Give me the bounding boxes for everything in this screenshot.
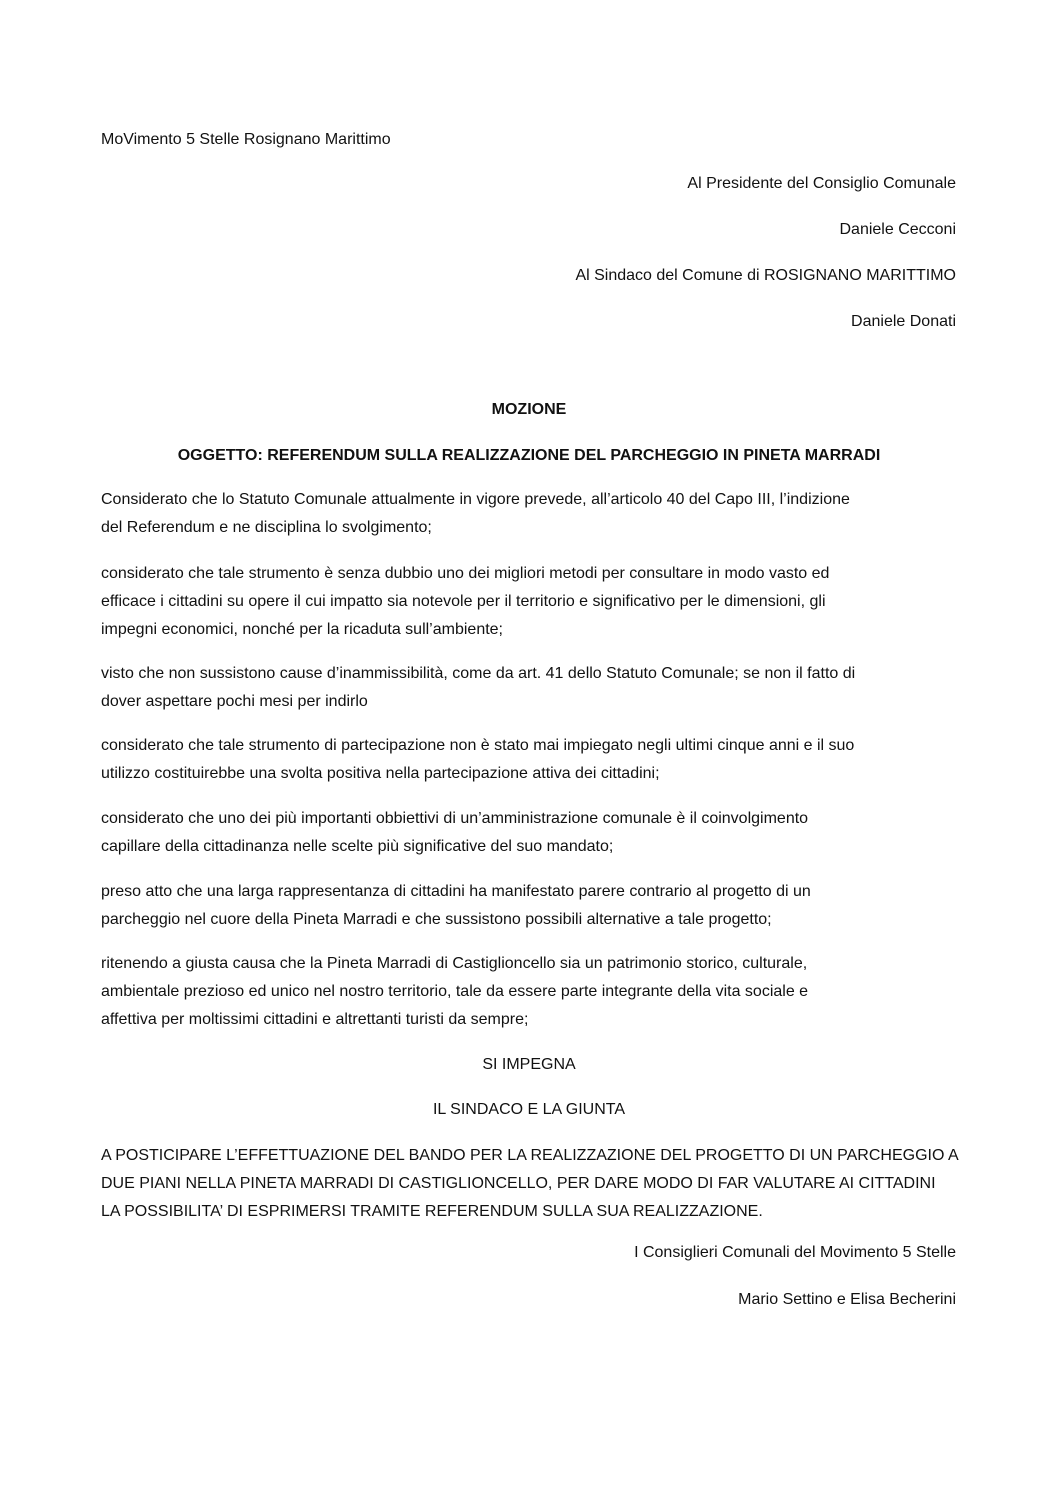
- paragraph-5-line-1: considerato che uno dei più importanti obbiettivi di un’amministrazione comunale è il coinvolgimento: [101, 810, 809, 827]
- resolution-text: [101, 1142, 961, 1226]
- recipient-line-3: Al Sindaco del Comune di ROSIGNANO MARITTIMO: [575, 267, 956, 284]
- paragraph-2: [101, 560, 961, 644]
- paragraph-3-line-1: visto che non sussistono cause d’inammissibilità, come da art. 41 dello Statuto Comunale; se non il fatto di: [101, 665, 856, 682]
- paragraph-2-line-2: efficace i cittadini su opere il cui impatto sia notevole per il territorio e significativo per le dimensioni, gli: [101, 593, 826, 610]
- paragraph-4: [101, 732, 961, 788]
- paragraph-7-line-2: ambientale prezioso ed unico nel nostro territorio, tale da essere parte integrante della vita sociale e: [101, 983, 809, 1000]
- paragraph-6: [101, 878, 961, 934]
- commitment-subject: IL SINDACO E LA GIUNTA: [432, 1101, 626, 1118]
- signature-title: I Consiglieri Comunali del Movimento 5 Stelle: [634, 1244, 956, 1261]
- paragraph-1-line-1: Considerato che lo Statuto Comunale attualmente in vigore prevede, all’articolo 40 del Capo III, l’indizione: [101, 491, 850, 508]
- paragraph-7-line-1: ritenendo a giusta causa che la Pineta Marradi di Castiglioncello sia un patrimonio storico, culturale,: [101, 955, 808, 972]
- paragraph-7-line-3: affettiva per moltissimi cittadini e altrettanti turisti da sempre;: [101, 1011, 529, 1028]
- recipient-line-4: Daniele Donati: [851, 313, 956, 330]
- commitment-title: SI IMPEGNA: [482, 1056, 576, 1073]
- paragraph-2-line-3: impegni economici, nonché per la ricaduta sull’ambiente;: [101, 621, 503, 638]
- paragraph-3-line-2: dover aspettare pochi mesi per indirlo: [101, 693, 368, 710]
- signatories: Mario Settino e Elisa Becherini: [738, 1291, 956, 1308]
- paragraph-5: [101, 805, 961, 861]
- paragraph-6-line-1: preso atto che una larga rappresentanza di cittadini ha manifestato parere contrario al progetto di un: [101, 883, 811, 900]
- paragraph-4-line-1: considerato che tale strumento di partecipazione non è stato mai impiegato negli ultimi cinque anni e il suo: [101, 737, 855, 754]
- paragraph-2-line-1: considerato che tale strumento è senza dubbio uno dei migliori metodi per consultare in modo vasto ed: [101, 565, 830, 582]
- document-subject: OGGETTO: REFERENDUM SULLA REALIZZAZIONE DEL PARCHEGGIO IN PINETA MARRADI: [177, 447, 881, 464]
- paragraph-1: [101, 486, 961, 542]
- document-heading: MOZIONE: [491, 401, 567, 418]
- paragraph-7: [101, 950, 961, 1034]
- paragraph-3: [101, 660, 961, 716]
- recipient-line-2: Daniele Cecconi: [839, 221, 956, 238]
- paragraph-6-line-2: parcheggio nel cuore della Pineta Marradi e che sussistono possibili alternative a tale progetto;: [101, 911, 772, 928]
- resolution-line-2: DUE PIANI NELLA PINETA MARRADI DI CASTIGLIONCELLO, PER DARE MODO DI FAR VALUTARE AI CITTADINI: [101, 1175, 936, 1192]
- resolution-line-3: LA POSSIBILITA’ DI ESPRIMERSI TRAMITE REFERENDUM SULLA SUA REALIZZAZIONE.: [101, 1203, 763, 1220]
- paragraph-5-line-2: capillare della cittadinanza nelle scelte più significative del suo mandato;: [101, 838, 614, 855]
- paragraph-4-line-2: utilizzo costituirebbe una svolta positiva nella partecipazione attiva dei cittadini;: [101, 765, 660, 782]
- sender-line: MoVimento 5 Stelle Rosignano Marittimo: [101, 131, 391, 148]
- paragraph-1-line-2: del Referendum e ne disciplina lo svolgimento;: [101, 519, 432, 536]
- recipient-line-1: Al Presidente del Consiglio Comunale: [687, 175, 956, 192]
- resolution-line-1: A POSTICIPARE L’EFFETTUAZIONE DEL BANDO PER LA REALIZZAZIONE DEL PROGETTO DI UN PARCHEGGIO A: [101, 1147, 959, 1164]
